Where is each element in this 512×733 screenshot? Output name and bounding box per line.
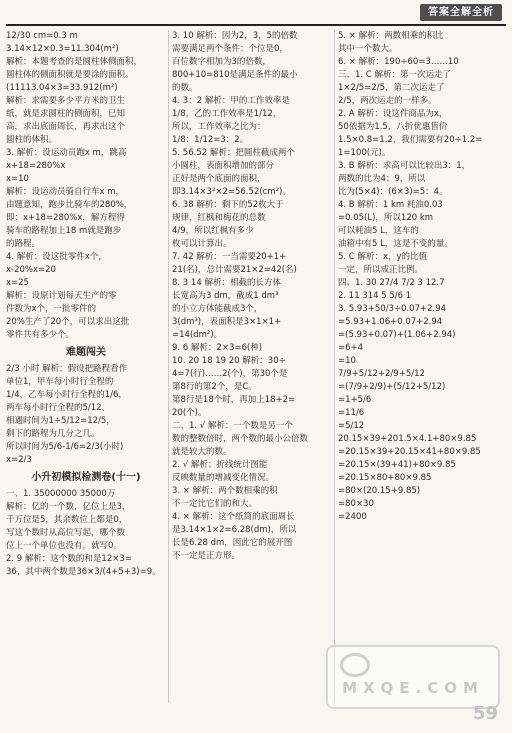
watermark-icon [340, 653, 370, 677]
answer-line: 小圆柱，表面积增加的部分 [172, 161, 275, 171]
answer-line: 6. × 解析：190÷60=3……10 [338, 57, 459, 67]
answer-line: =0.05(L)，所以120 km [338, 213, 434, 223]
answer-line: 解析：亿的一个数，亿位上是3， [6, 502, 131, 512]
answer-line: =20.15×80+80×9.85 [338, 473, 432, 483]
answer-line: 10. 20 18 19 20 解析：30÷ [172, 356, 286, 366]
answer-line: 四、1. 30 27/4 7/2 3 12.7 [338, 278, 445, 288]
answer-line: 件数为x个，一批零件的 [6, 304, 97, 314]
answer-line: 1/4，乙车每小时行全程的1/6， [6, 390, 127, 400]
answer-line: 二、1. √ 解析：一个数是另一个 [172, 421, 293, 431]
answer-line: 9. 6 解析：2×3=6(种) [172, 343, 263, 353]
answer-line: 一定，所以成正比例。 [338, 265, 424, 275]
answer-line: 2/5，两次运走的一样多。 [338, 96, 437, 106]
answer-line: 反映数量的增减变化情况。 [172, 473, 275, 483]
answer-line: 百位数字相加为3的倍数， [172, 57, 271, 67]
watermark-text: MXQE.COM [342, 679, 484, 697]
answer-line: =(7/9+2/9)+(5/12+5/12) [338, 382, 446, 392]
answer-line: 数的整数倍时，两个数的最小公倍数 [172, 434, 309, 444]
answer-line: 两车每小时行全程的5/12， [6, 403, 111, 413]
answer-line: 单位1，甲车每小时行全程的 [6, 377, 114, 387]
answer-line: 不一定是正方形。 [172, 551, 241, 561]
answer-line: 由题意知，跑步比骑车的280%， [6, 200, 133, 210]
answer-line: 1=100(元)。 [338, 148, 391, 158]
answer-line: 50依据为1.5，八折优惠售价 [338, 122, 448, 132]
answer-line: 5. C 解析：x，y的比值 [338, 252, 428, 262]
answer-line: 两数的比为4：9，所以 [338, 174, 426, 184]
answer-line: 解析：求需要多少平方米的卫生 [6, 96, 126, 106]
column-divider [168, 30, 169, 703]
answer-line: 所以时间为5/6-1/6=2/3(小时) [6, 442, 124, 452]
answer-column-3 [338, 30, 508, 703]
section-title: 小升初模拟检测卷(十一) [31, 472, 141, 483]
answer-line: 12/30 cm=0.3 m [6, 31, 78, 41]
answer-line: 2. 11 314 5 5/6 1 [338, 291, 412, 301]
answer-line: =5.93+1.06+0.07+2.94 [338, 317, 443, 327]
answer-line: 千万位是5，其余数位上都是0， [6, 515, 128, 525]
answer-line: x+18=280%x [6, 161, 66, 171]
answer-line: 的小立方体能截成3个， [172, 304, 263, 314]
answer-line: 位上一个单位也没有，就写0。 [6, 541, 122, 551]
answer-line: 800+10=810是满足条件的最小 [172, 70, 298, 80]
answer-line: =(5.93+0.07)+(1.06+2.94) [338, 330, 456, 340]
answer-line: 解析：设运动员骑自行车x m， [6, 187, 125, 197]
page-number: 59 [472, 703, 498, 724]
answer-column-1 [6, 30, 166, 703]
answer-line: 7/9+5/12+2/9+5/12 [338, 369, 425, 379]
answer-line: 4. × 解析：这个纸筒的底面周长 [172, 512, 295, 522]
answer-line: 解析：本题考查的是圆柱体侧面积， [6, 57, 143, 67]
answer-line: 长是6.28 dm，因此它的展开图 [172, 538, 293, 548]
answer-line: 4/9，所以红枫有多少 [172, 226, 254, 236]
answer-line: 第8行是18个时，再加上18+2= [172, 395, 296, 405]
answer-line: 4=7(行)……2(个)，第30个是 [172, 369, 288, 379]
answer-line: 2/3 小时 解析：假设把路程看作 [6, 364, 128, 374]
answer-line: 21(名)，总计需要21×2=42(名) [172, 265, 297, 275]
answer-line: 是3.14×1×2=6.28(dm)，所以 [172, 525, 297, 535]
answer-line: 不一定比它们的和大。 [172, 499, 258, 509]
column-divider [334, 30, 335, 703]
answer-line: =80×(20.15+9.85) [338, 486, 421, 496]
answer-line: 5. × 解析：两数相乘的积比 [338, 31, 444, 41]
answer-line: 规律，红枫和梅花的总数 [172, 213, 266, 223]
answer-line: =11/6 [338, 408, 365, 418]
answer-line: 圆柱体的侧面积就是要涂的面积。 [6, 70, 134, 80]
answer-line: 20.15×39+201.5×4.1+80×9.85 [338, 434, 477, 444]
answer-line: x=2/3 [6, 455, 32, 465]
answer-line: 3. × 解析：两个数相乘的积 [172, 486, 278, 496]
answer-line: 即3.14×3²×2=56.52(cm²)。 [172, 187, 291, 197]
answer-line: 第8行的第2个，是C。 [172, 382, 257, 392]
answer-line: 2. 9 解析：这个数的和是12×3= [6, 554, 132, 564]
answer-line: 3. 5.93+50/3÷0.07+2.94 [338, 304, 447, 314]
answer-line: =6+4 [338, 343, 364, 353]
answer-line: =5/12 [338, 421, 365, 431]
answer-line: 高，求出底面周长，再求出这个 [6, 122, 126, 132]
answer-line: 相遇时间为1÷5/12=12/5， [6, 416, 115, 426]
answer-line: 3.14×12×0.3=11.304(m²) [6, 44, 119, 54]
answer-line: (11113.04×3=33.912(m²) [6, 83, 118, 93]
answer-line: 3. 解析：设运动员跑x m，跳高 [6, 148, 127, 158]
answer-line: 7. 42 解析：一当需要20+1+ [172, 252, 287, 262]
answer-line: 就是较大的数。 [172, 447, 232, 457]
answer-line: 的数。 [172, 83, 198, 93]
answer-line: 一、1. 35000000 35000万 [6, 489, 116, 499]
answer-line: 剩下的路程为几分之几。 [6, 429, 100, 439]
answer-line: =20.15×39+20.15×41+80×9.85 [338, 447, 481, 457]
answer-line: 3. 10 解析：因为2，3，5的倍数 [172, 31, 298, 41]
answer-line: 需要满足两个条件：个位是0， [172, 44, 288, 54]
answer-line: 纸，就是求圆柱的侧面积，已知 [6, 109, 126, 119]
answer-line: 即：x+18=280%x，解方程得 [6, 213, 125, 223]
answer-line: 1.5×0.8=1.2，我们需要有20÷1.2= [338, 135, 483, 145]
answer-line: x-20%x=20 [6, 265, 56, 275]
answer-line: 写这个数时从高位写起，哪个数 [6, 528, 126, 538]
answer-line: 解析：设原计划每天生产的零 [6, 291, 117, 301]
answer-line: =80×30 [338, 499, 374, 509]
answer-line: 4. B 解析：1 km 耗油0.03 [338, 200, 443, 210]
answer-line: 骑车的路程加上18 m就是跑步 [6, 226, 122, 236]
answer-line: 6. 38 解析：剩下的52枚大于 [172, 200, 284, 210]
answer-line: 1/8，乙的工作效率是1/12， [172, 109, 282, 119]
answer-line: 三、1. C 解析：第一次运走了 [338, 70, 451, 80]
answer-line: 所以，工作效率之比为： [172, 122, 266, 132]
answer-line: 2. A 解析：设这件商品为x， [338, 109, 448, 119]
answer-line: =14(dm²)。 [172, 330, 223, 340]
answer-line: 5. 56.52 解析：把圆柱截成两个 [172, 148, 295, 158]
page-header [0, 0, 512, 28]
answer-line: 圆柱的体积。 [6, 135, 58, 145]
answer-line: 4. 3：2 解析：甲的工作效率是 [172, 96, 290, 106]
answer-line: 20(个)。 [172, 408, 207, 418]
answer-line: 36，其中两个数是36×3/(4+5+3)=9。 [6, 567, 161, 577]
answer-line: 4. 解析：设这批零件x个， [6, 252, 107, 262]
answer-line: 可以耗油5 L，这车的 [338, 226, 419, 236]
header-title: 答案全解全析 [420, 4, 502, 21]
answer-line: 的路程。 [6, 239, 41, 249]
answer-line: 1/8：1/12=3：2。 [172, 135, 249, 145]
answer-line: 2. √ 解析：折线统计图能 [172, 460, 268, 470]
answer-line: 8. 3 14 解析：相截的长方体 [172, 278, 281, 288]
answer-line: 比为(5×4)：(6×3)=5：4。 [338, 187, 448, 197]
answer-line: x=10 [6, 174, 29, 184]
answer-line: 20%生产了20个，可以求出这批 [6, 317, 130, 327]
answer-line: 长宽高为3 dm，截成1 dm³ [172, 291, 279, 301]
answer-line: 1×2/5=2/5，第二次运走了 [338, 83, 445, 93]
section-title: 难题闯关 [66, 347, 106, 358]
answer-line: x=25 [6, 278, 29, 288]
answer-line: 正好是两个底面的面积， [172, 174, 266, 184]
answer-line: 3(dm³)，表面积是3×1×1+ [172, 317, 282, 327]
answer-line: =10 [338, 356, 356, 366]
answer-line: =2400 [338, 512, 367, 522]
answer-line: 其中一个数大。 [338, 44, 398, 54]
answer-line: 枚可以计算出。 [172, 239, 232, 249]
answer-line: =20.15×(39+41)+80×9.85 [338, 460, 456, 470]
header-rule [6, 24, 506, 26]
answer-line: 零件共有多少个。 [6, 330, 75, 340]
answer-column-2 [172, 30, 332, 703]
answer-line: 3. B 解析：求高可以比较出3：1， [338, 161, 471, 171]
answer-line: =1+5/6 [338, 395, 372, 405]
answer-line: 油箱中有5 L，这是不变的量。 [338, 239, 453, 249]
